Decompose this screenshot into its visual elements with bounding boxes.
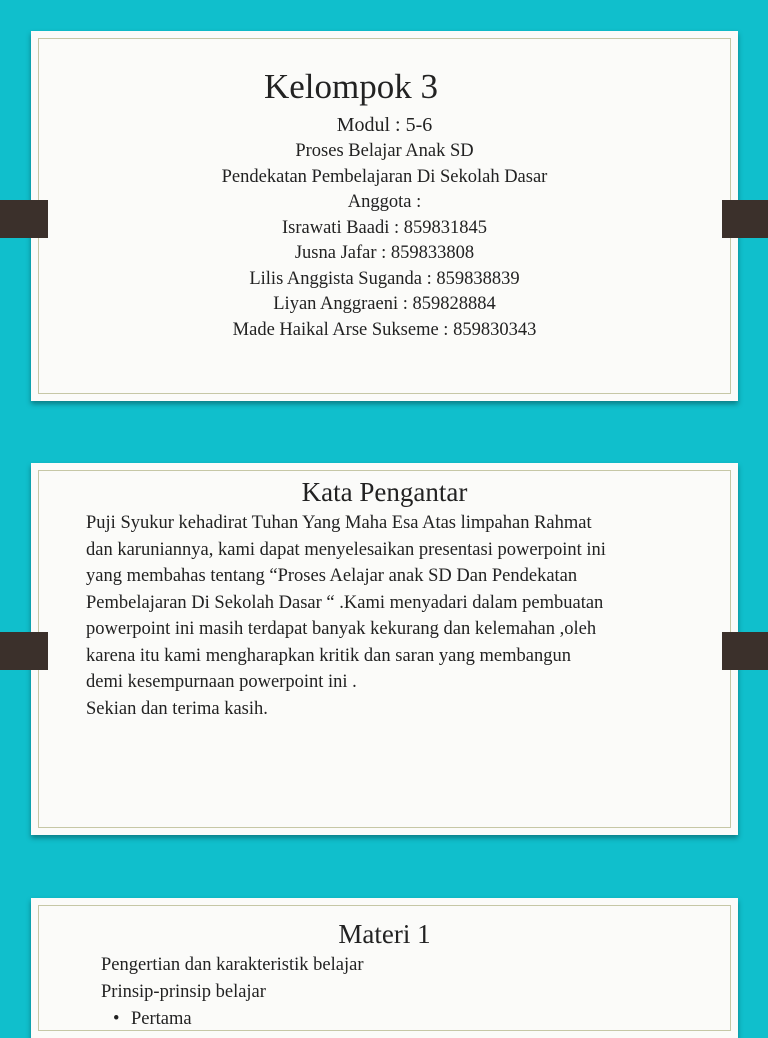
slide-3-content	[101, 952, 701, 1033]
member-line: Made Haikal Arse Sukseme : 859830343	[232, 319, 537, 340]
member-line: Lilis Anggista Suganda : 859838839	[249, 268, 520, 289]
member-line: Liyan Anggraeni : 859828884	[273, 294, 496, 314]
bullet-item: • Pertama	[101, 1006, 701, 1033]
slide-3	[31, 898, 738, 1038]
slide-1-content	[31, 111, 738, 343]
paragraph-line: karena itu kami mengharapkan kritik dan saran yang membangun	[86, 645, 571, 666]
slide-2-title: Kata Pengantar	[301, 477, 468, 507]
paragraph-line: dan karuniannya, kami dapat menyelesaikan presentasi powerpoint ini	[86, 539, 606, 560]
paragraph-line: demi kesempurnaan powerpoint ini .	[86, 672, 357, 692]
slide-1-left-tab	[0, 200, 48, 238]
content-line: Pengertian dan karakteristik belajar	[101, 955, 364, 975]
paragraph-line: Puji Syukur kehadirat Tuhan Yang Maha Esa Atas limpahan Rahmat	[86, 513, 592, 533]
slide-2-right-tab	[722, 632, 768, 670]
slide-1-right-tab	[722, 200, 768, 238]
paragraph-line: yang membahas tentang “Proses Aelajar anak SD Dan Pendekatan	[86, 566, 578, 586]
topic-line: Proses Belajar Anak SD	[295, 141, 474, 161]
slide-2-left-tab	[0, 632, 48, 670]
slide-2-content	[86, 510, 706, 722]
slide-1	[31, 31, 738, 401]
slide-2	[31, 463, 738, 835]
module-line: Modul : 5-6	[336, 114, 433, 136]
slide-3-title: Materi 1	[338, 919, 431, 949]
member-line: Jusna Jafar : 859833808	[294, 243, 475, 263]
content-line: Prinsip-prinsip belajar	[101, 982, 266, 1002]
paragraph-line: Pembelajaran Di Sekolah Dasar “ .Kami menyadari dalam pembuatan	[86, 592, 604, 613]
paragraph-line: powerpoint ini masih terdapat banyak kekurang dan kelemahan ,oleh	[86, 619, 597, 639]
closing-line: Sekian dan terima kasih.	[86, 698, 268, 719]
member-line: Israwati Baadi : 859831845	[282, 217, 487, 238]
slide-1-title: Kelompok 3	[263, 67, 438, 106]
topic-line: Pendekatan Pembelajaran Di Sekolah Dasar	[221, 166, 548, 187]
members-heading: Anggota :	[347, 192, 422, 212]
